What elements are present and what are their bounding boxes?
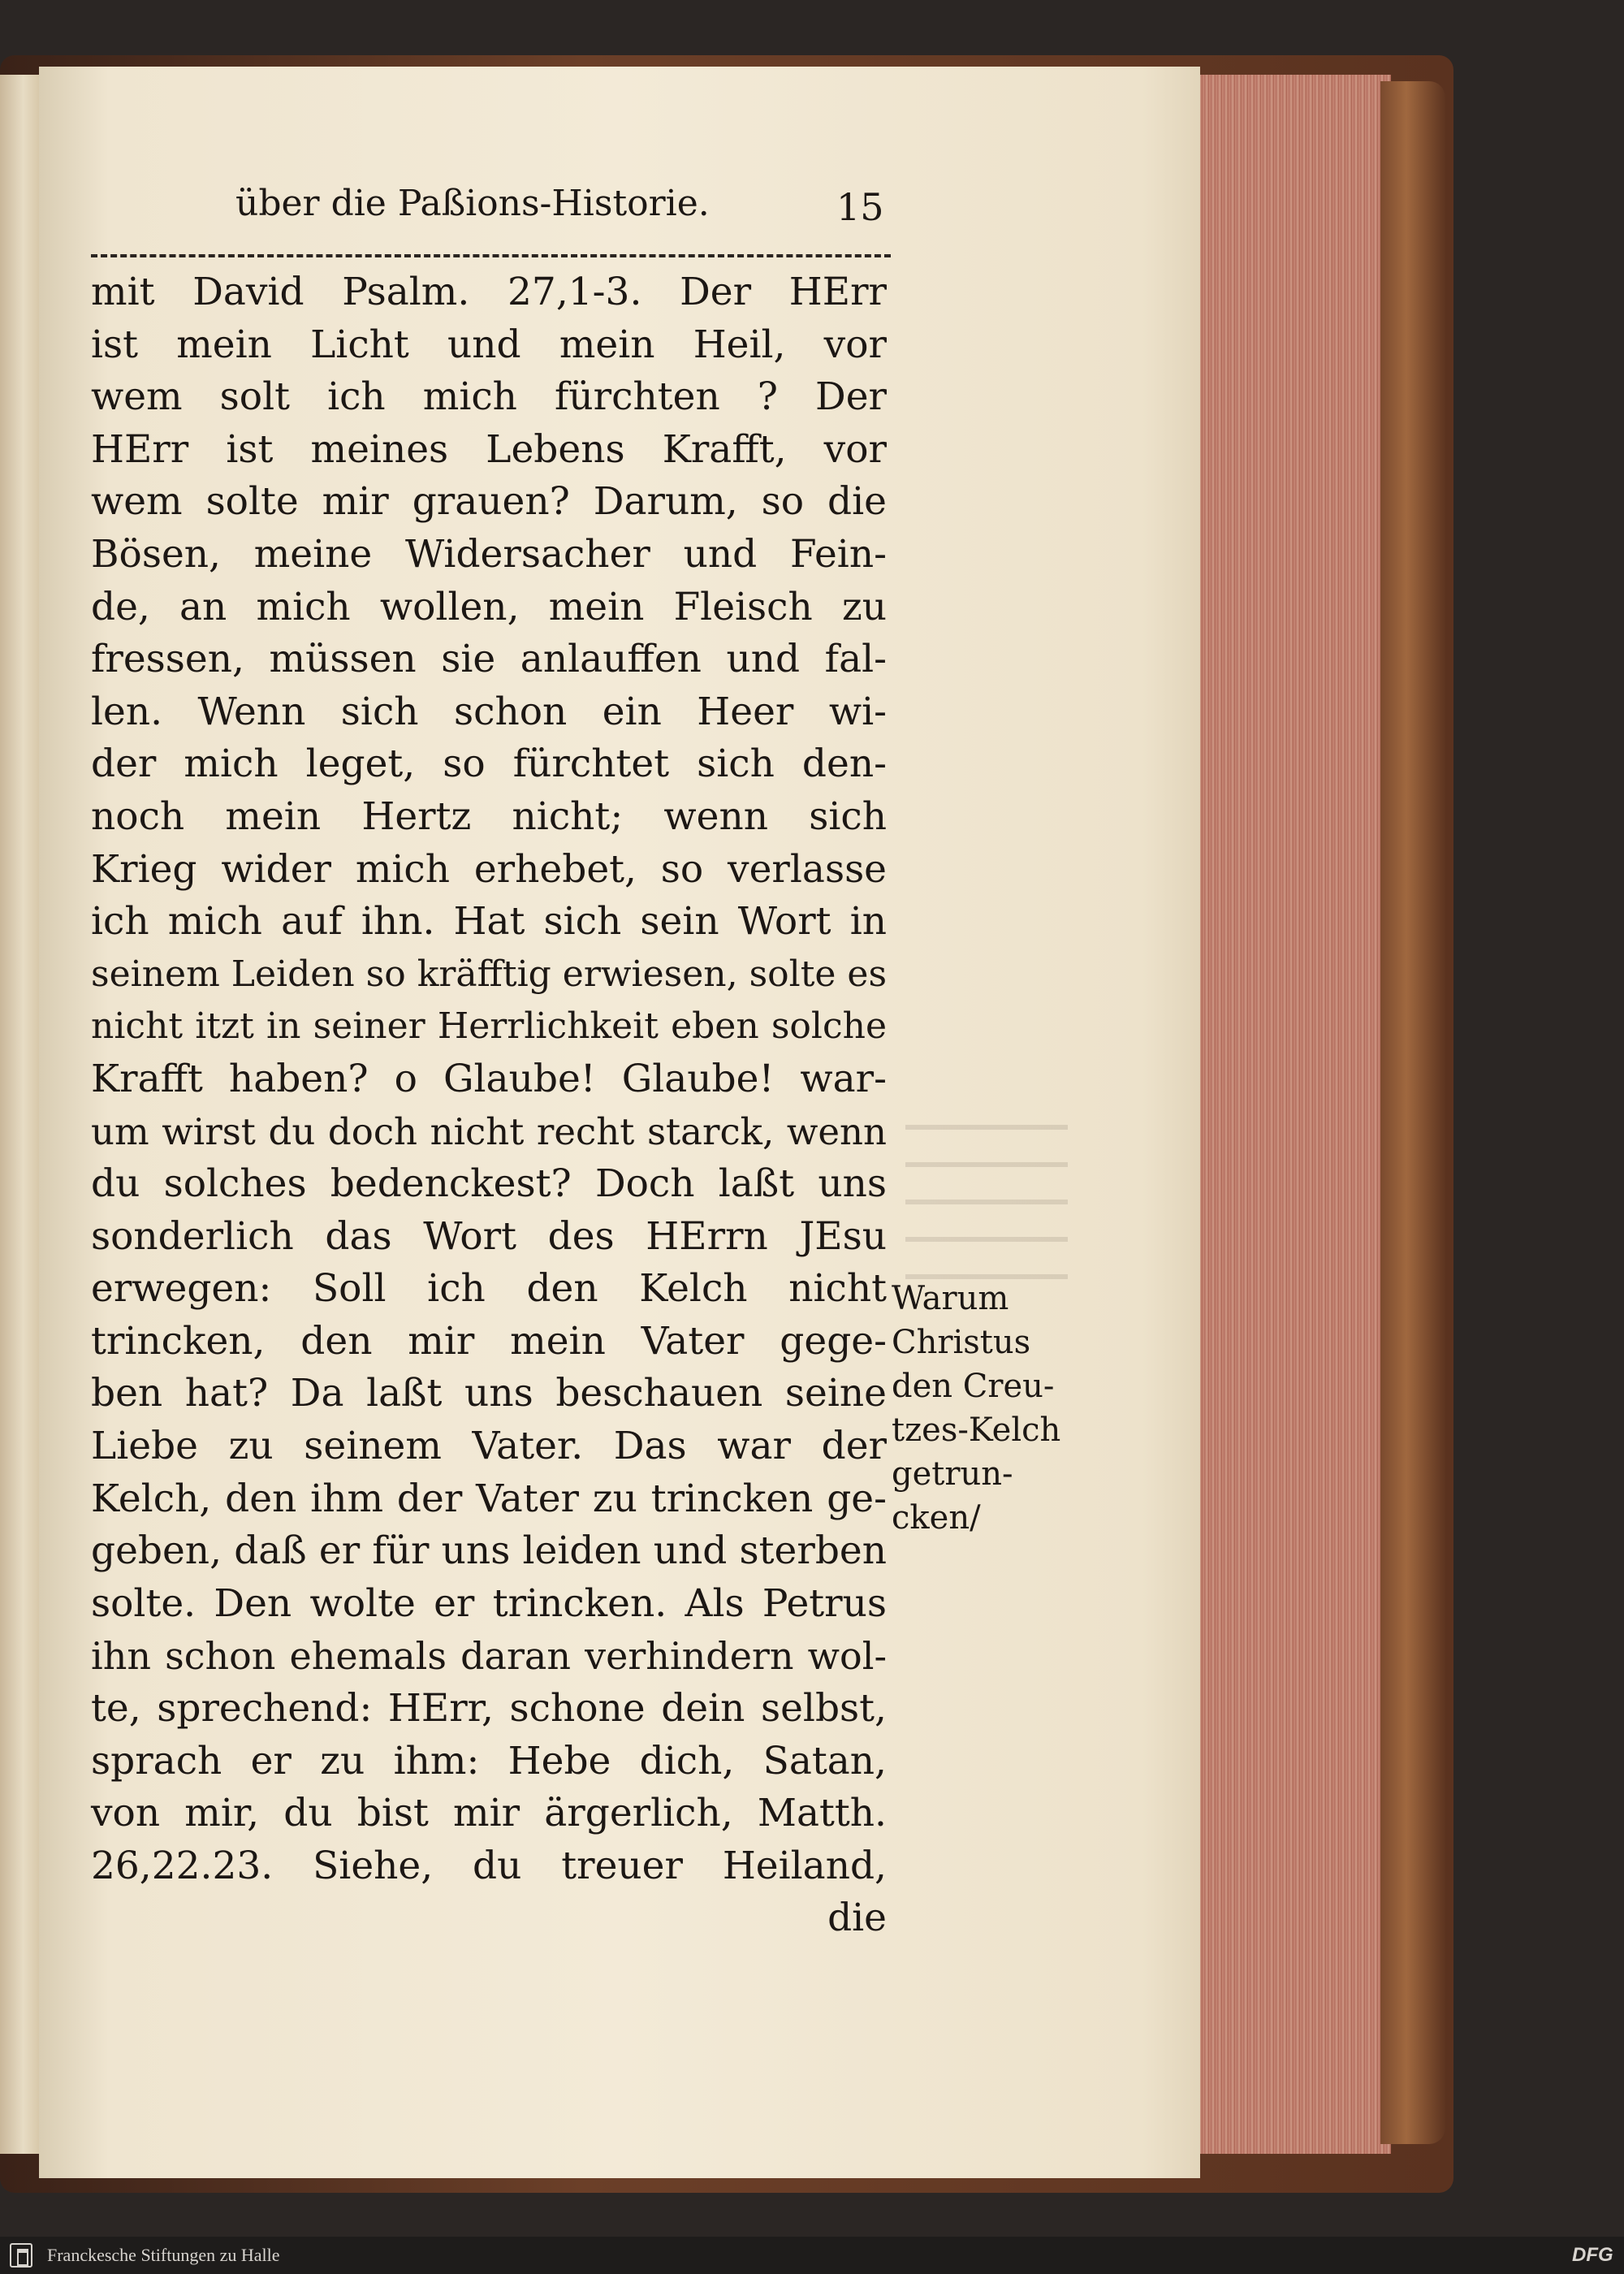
marginal-note-line: tzes-Kelch [892, 1412, 1061, 1449]
institution-logo-icon [10, 2243, 32, 2268]
book-cover-edge [1380, 81, 1445, 2144]
marginal-note-line: getrun- [892, 1455, 1013, 1493]
text-line: geben, daß er für uns leiden und sterben [91, 1528, 887, 1574]
text-line: sonderlich das Wort des HErrn JEsu [91, 1213, 887, 1259]
head-rule [91, 254, 891, 257]
text-line: len. Wenn sich schon ein Heer wi- [91, 689, 887, 734]
footer-bar [0, 2237, 1624, 2274]
text-line: de, an mich wollen, mein Fleisch zu [91, 584, 887, 629]
text-line: um wirst du doch nicht recht starck, wenn [91, 1109, 887, 1153]
text-line: solte. Den wolte er trincken. Als Petrus [91, 1580, 887, 1626]
text-line: du solches bedenckest? Doch laßt uns [91, 1161, 887, 1207]
text-line: Krafft haben? o Glaube! Glaube! war- [91, 1056, 887, 1101]
text-line: Liebe zu seinem Vater. Das war der [91, 1424, 887, 1469]
text-line: die [827, 1896, 887, 1941]
text-line: Kelch, den ihm der Vater zu trincken ge- [91, 1476, 887, 1521]
text-line: fressen, müssen sie anlauffen und fal- [91, 637, 887, 682]
text-line: seinem Leiden so kräfftig erwiesen, solte es [91, 953, 888, 995]
text-line: der mich leget, so fürchtet sich den- [91, 741, 887, 787]
marginal-note-line: cken/ [892, 1499, 981, 1537]
text-line: erwegen: Soll ich den Kelch nicht [91, 1266, 887, 1312]
footer-credit: Franckesche Stiftungen zu Halle [47, 2245, 280, 2265]
text-line: ihn schon ehemals daran verhindern wol- [91, 1634, 887, 1679]
page-block-edge [1194, 75, 1391, 2154]
text-line: sprach er zu ihm: Hebe dich, Satan, [91, 1738, 887, 1783]
marginal-note [892, 1277, 1078, 1540]
marginal-note-line: Warum [892, 1280, 1009, 1317]
marginal-note-line: den Creu- [892, 1368, 1055, 1405]
text-line: mit David Psalm. 27,1-3. Der HErr [91, 270, 887, 314]
text-line: ben hat? Da laßt uns beschauen seine [91, 1371, 887, 1416]
text-line: 26,22.23. Siehe, du treuer Heiland, [91, 1843, 887, 1888]
text-line: nicht itzt in seiner Herrlichkeit eben solche [91, 1005, 887, 1048]
running-head: über die Paßions-Historie. [235, 183, 710, 224]
show-through-text [905, 1100, 1068, 1279]
text-line: HErr ist meines Lebens Krafft, vor [91, 426, 887, 472]
text-line: wem solte mir grauen? Darum, so die [91, 479, 887, 525]
text-line: Krieg wider mich erhebet, so verlasse [91, 846, 887, 892]
text-line: von mir, du bist mir ärgerlich, Matth. [91, 1791, 887, 1836]
page-number: 15 [836, 185, 884, 229]
facing-page-edge [0, 75, 39, 2154]
text-line: noch mein Hertz nicht; wenn sich [91, 793, 887, 839]
text-line: te, sprechend: HErr, schone dein selbst, [91, 1686, 887, 1731]
body-text [91, 266, 887, 1945]
marginal-note-line: Christus [892, 1324, 1031, 1361]
dfg-logo: DFG [1572, 2244, 1613, 2266]
text-line: ist mein Licht und mein Heil, vor [91, 322, 887, 367]
text-line: Bösen, meine Widersacher und Fein- [91, 531, 887, 577]
text-line: wem solt ich mich fürchten ? Der [91, 374, 887, 420]
text-line: ich mich auf ihn. Hat sich sein Wort in [91, 899, 887, 945]
text-line: trincken, den mir mein Vater gege- [91, 1318, 887, 1364]
